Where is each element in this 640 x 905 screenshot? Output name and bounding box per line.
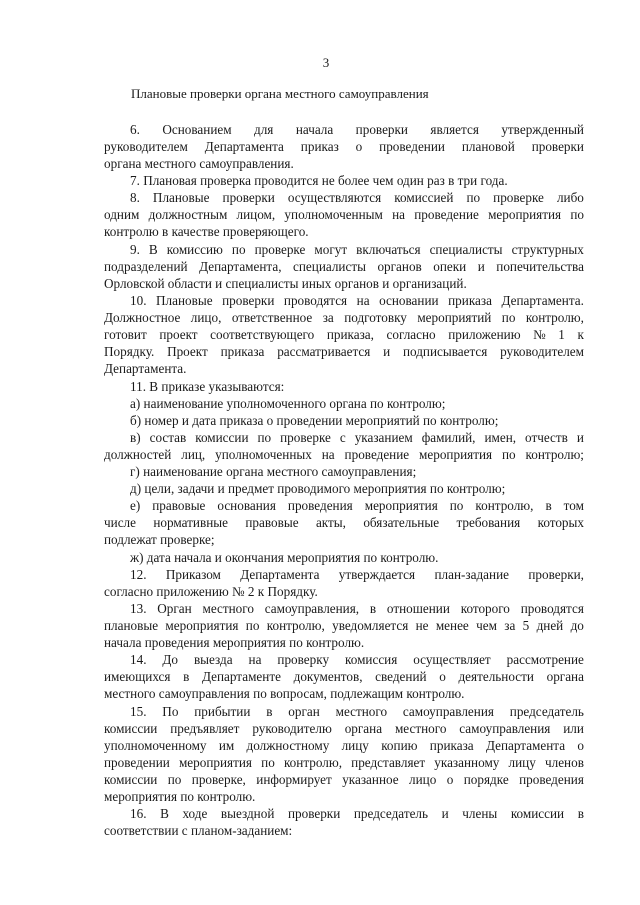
text-line: 9. В комиссию по проверке могут включаться специалисты структурных: [130, 242, 584, 257]
text-line: мероприятия по контролю.: [104, 789, 256, 804]
text-line: должностей лиц, уполномоченных на проведение мероприятия по контролю;: [104, 447, 584, 462]
text-line: местного самоуправления по вопросам, подлежащим контролю.: [104, 686, 465, 701]
text-line: 13. Орган местного самоуправления, в отношении которого проводятся: [130, 601, 584, 616]
text-line: б) номер и дата приказа о проведении мероприятий по контролю;: [130, 413, 499, 428]
text-line: е) правовые основания проведения мероприятия по контролю, в том: [130, 498, 584, 513]
text-line: начала проведения мероприятия по контролю.: [104, 635, 365, 650]
text-line: соответствии с планом-заданием:: [104, 823, 293, 838]
page-number: 3: [322, 55, 330, 70]
text-line: Орловской области и специалисты иных органов и организаций.: [104, 276, 467, 291]
text-line: проведении мероприятия по контролю, представляет указанному лицу членов: [104, 755, 584, 770]
text-line: 12. Приказом Департамента утверждается план-задание проверки,: [130, 567, 584, 582]
text-line: готовит проект соответствующего приказа, согласно приложению № 1 к: [104, 327, 584, 342]
text-line: имеющихся в Департаменте документов, сведений о деятельности органа: [104, 669, 584, 684]
text-line: 8. Плановые проверки осуществляются комиссией по проверке либо: [130, 190, 584, 205]
text-line: подлежат проверке;: [104, 532, 215, 547]
text-line: 11. В приказе указываются:: [130, 379, 285, 394]
text-line: Должностное лицо, ответственное за подготовку мероприятий по контролю,: [104, 310, 584, 325]
text-line: числе нормативные правовые акты, обязательные требования которых: [104, 515, 584, 530]
text-line: 15. По прибытии в орган местного самоуправления председатель: [130, 704, 584, 719]
text-line: Порядку. Проект приказа рассматривается и подписывается руководителем: [104, 344, 584, 359]
text-line: комиссии предъявляет руководителю органа местного самоуправления или: [104, 721, 584, 736]
text-line: г) наименование органа местного самоуправления;: [130, 464, 417, 479]
text-line: плановые мероприятия по контролю, уведомляется не менее чем за 5 дней до: [104, 618, 584, 633]
text-line: подразделений Департамента, специалисты органов опеки и попечительства: [104, 259, 584, 274]
text-line: ж) дата начала и окончания мероприятия по контролю.: [130, 550, 439, 565]
text-line: 14. До выезда на проверку комиссия осуществляет рассмотрение: [130, 652, 584, 667]
text-line: а) наименование уполномоченного органа по контролю;: [130, 396, 446, 411]
text-line: 10. Плановые проверки проводятся на основании приказа Департамента.: [130, 293, 584, 308]
text-line: комиссии по проверке, информирует указанное лицо о порядке проведения: [104, 772, 584, 787]
text-line: 16. В ходе выездной проверки председатель и члены комиссии в: [130, 806, 584, 821]
text-line: уполномоченному им должностному лицу копию приказа Департамента о: [104, 738, 584, 753]
text-line: 7. Плановая проверка проводится не более чем один раз в три года.: [130, 173, 508, 188]
text-line: в) состав комиссии по проверке с указанием фамилий, имен, отчеств и: [130, 430, 584, 445]
text-line: д) цели, задачи и предмет проводимого мероприятия по контролю;: [130, 481, 506, 496]
text-line: Департамента.: [104, 361, 187, 376]
text-line: контролю в качестве проверяющего.: [104, 224, 309, 239]
text-line: руководителем Департамента приказ о проведении плановой проверки: [104, 139, 584, 154]
text-line: 6. Основанием для начала проверки является утвержденный: [130, 122, 584, 137]
text-line: согласно приложению № 2 к Порядку.: [104, 584, 318, 599]
text-line: одним должностным лицом, уполномоченным на проведение мероприятия по: [104, 207, 584, 222]
text-line: органа местного самоуправления.: [104, 156, 294, 171]
section-heading: Плановые проверки органа местного самоуправления: [131, 86, 429, 101]
